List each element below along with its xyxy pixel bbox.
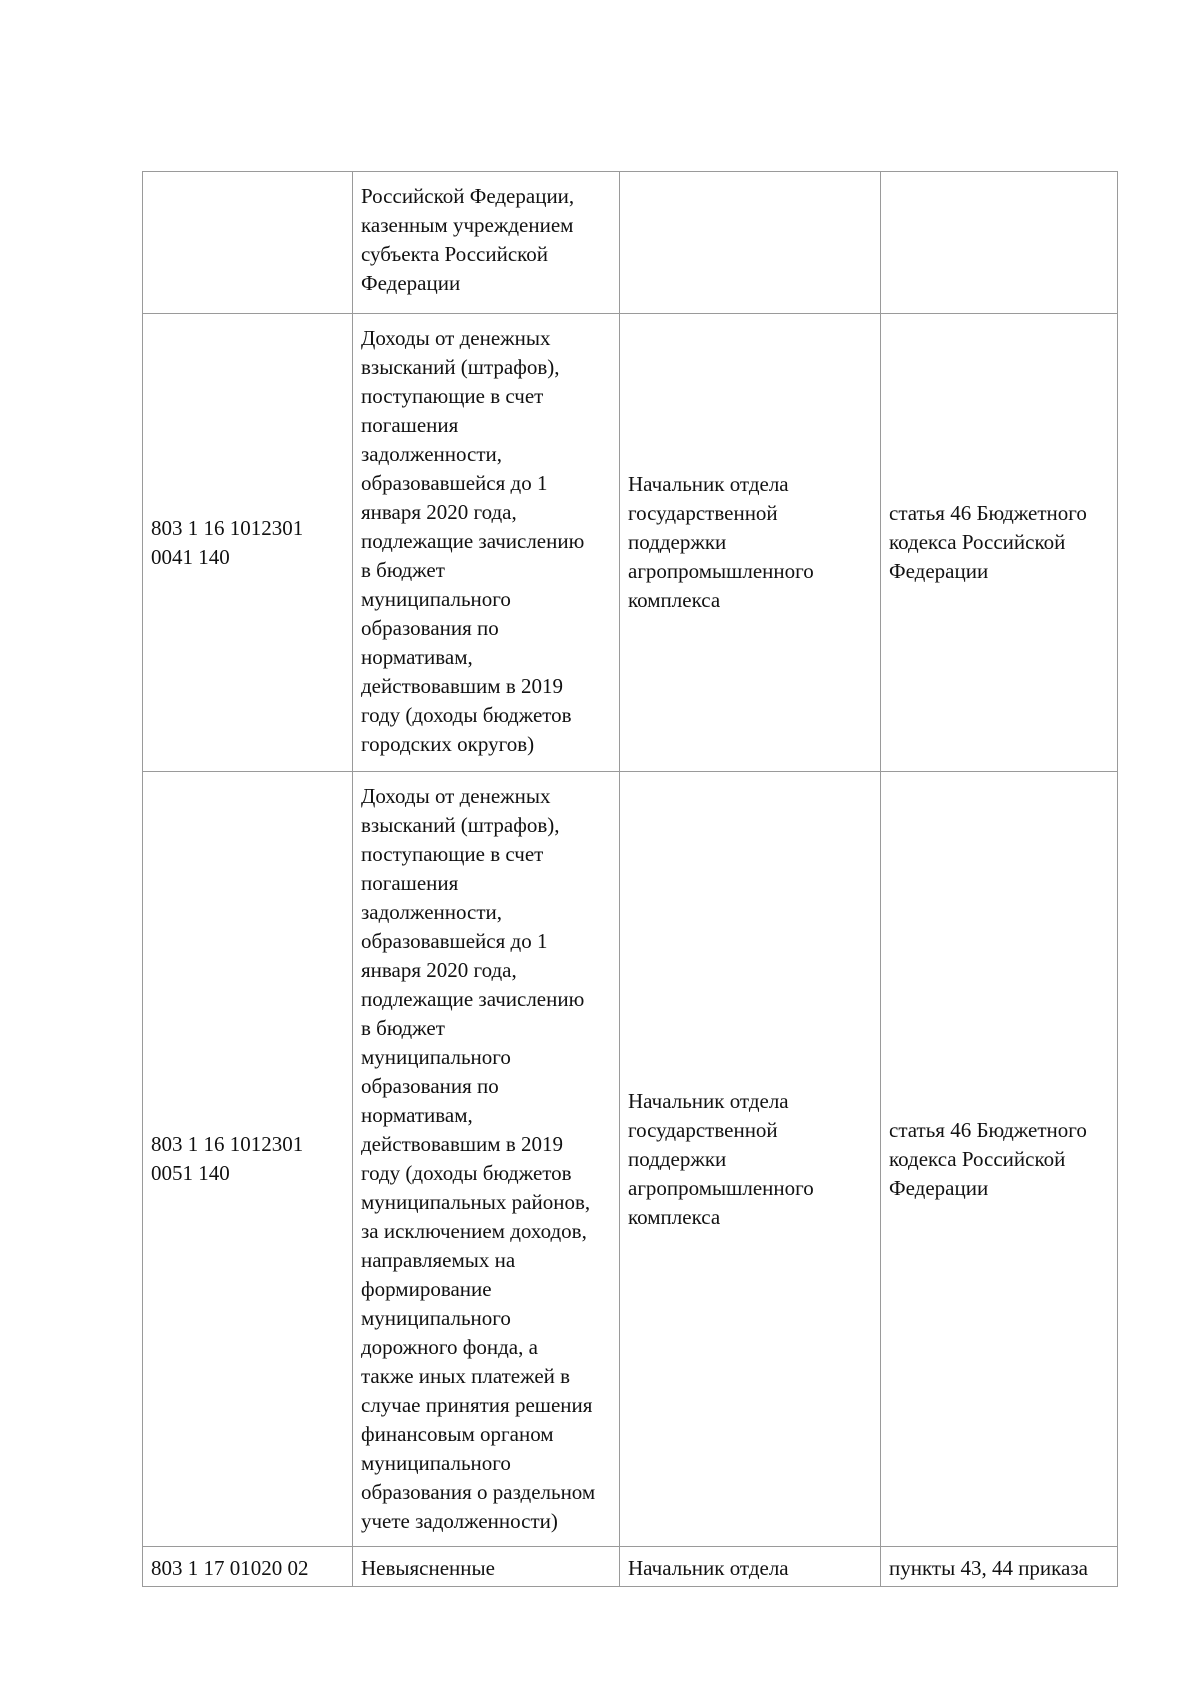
administrator-cell xyxy=(620,172,881,314)
table-row xyxy=(143,772,1118,1547)
code-cell: 803 1 16 1012301 0051 140 xyxy=(143,772,353,1547)
basis-cell: статья 46 Бюджетного кодекса Российской Федерации xyxy=(881,314,1118,772)
code-cell: 803 1 16 1012301 0041 140 xyxy=(143,314,353,772)
description-cell: Российской Федерации, казенным учреждением субъекта Российской Федерации xyxy=(353,172,620,314)
administrator-cell: Начальник отдела государственной поддержки агропромышленного комплекса xyxy=(620,772,881,1547)
description-cell: Доходы от денежных взысканий (штрафов), поступающие в счет погашения задолженности, образовавшейся до 1 января 2020 года, подлежащие зачислению в бюджет муниципального образования по нормативам, действовавшим в 2019 году (доходы бюджетов муниципальных районов, за исключением доходов, направляемых на формирование муниципального дорожного фонда, а также иных платежей в случае принятия решения финансовым органом муниципального образования о раздельном учете задолженности) xyxy=(353,772,620,1547)
table-row xyxy=(143,172,1118,314)
administrator-cell: Начальник отдела государственной поддержки агропромышленного комплекса xyxy=(620,314,881,772)
basis-cell: статья 46 Бюджетного кодекса Российской Федерации xyxy=(881,772,1118,1547)
description-cell: Невыясненные xyxy=(353,1547,620,1587)
description-cell: Доходы от денежных взысканий (штрафов), поступающие в счет погашения задолженности, образовавшейся до 1 января 2020 года, подлежащие зачислению в бюджет муниципального образования по нормативам, действовавшим в 2019 году (доходы бюджетов городских округов) xyxy=(353,314,620,772)
code-cell: 803 1 17 01020 02 xyxy=(143,1547,353,1587)
revenue-codes-table xyxy=(142,171,1118,1587)
table-row xyxy=(143,314,1118,772)
code-cell xyxy=(143,172,353,314)
basis-cell xyxy=(881,172,1118,314)
administrator-cell: Начальник отдела xyxy=(620,1547,881,1587)
table-row xyxy=(143,1547,1118,1587)
basis-cell: пункты 43, 44 приказа xyxy=(881,1547,1118,1587)
